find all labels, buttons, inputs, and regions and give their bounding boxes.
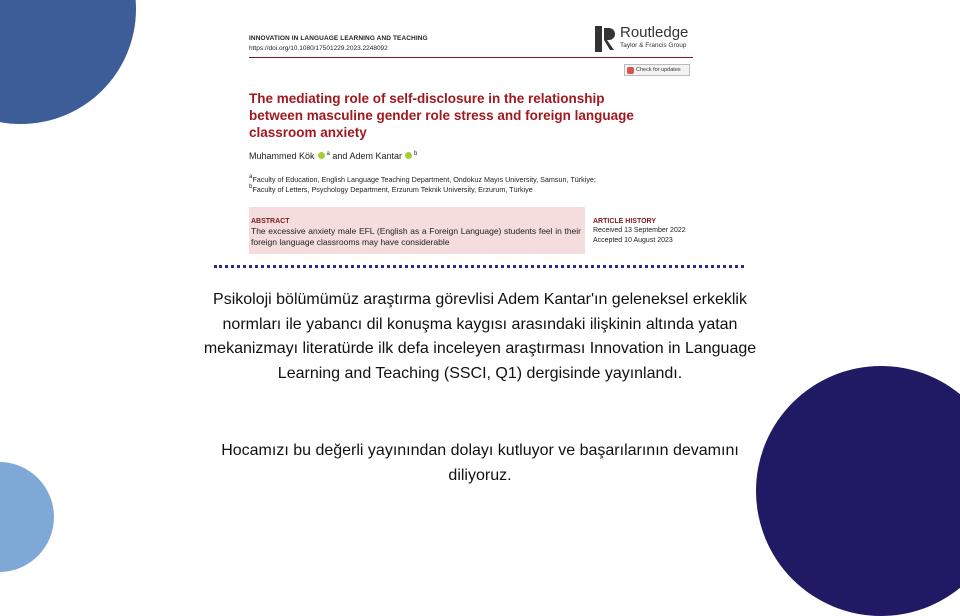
- affiliation-2-text: Faculty of Letters, Psychology Department, Erzurum Teknik University, Erzurum, Türkiye: [252, 185, 533, 194]
- paper-authors: [249, 151, 417, 161]
- affiliation-2-mark: b: [249, 184, 253, 190]
- affiliation-2: [249, 184, 533, 194]
- orcid-icon: [318, 152, 325, 159]
- affiliation-1-text: Faculty of Education, English Language Teaching Department, Ondokuz Mayıs University, Samsun, Türkiye;: [252, 175, 596, 184]
- paper-title: The mediating role of self-disclosure in the relationship between masculine gender role stress and foreign language classroom anxiety: [249, 91, 634, 140]
- announcement-paragraph-2: Hocamızı bu değerli yayınından dolayı kutluyor ve başarılarının devamını diliyoruz.: [221, 442, 739, 484]
- check-for-updates-button: [624, 64, 690, 76]
- check-updates-label: Check for updates: [636, 67, 681, 73]
- accepted-date: Accepted 10 August 2023: [593, 237, 673, 244]
- affiliation-1: [249, 174, 596, 184]
- affiliation-1-mark: a: [249, 174, 253, 180]
- update-icon: [627, 67, 634, 74]
- article-history-heading: ARTICLE HISTORY: [593, 218, 657, 225]
- header-rule: [249, 57, 693, 58]
- received-date: Received 13 September 2022: [593, 227, 686, 234]
- orcid-icon: [405, 152, 412, 159]
- abstract-heading: ABSTRACT: [251, 218, 290, 225]
- routledge-logo-icon: [595, 26, 615, 52]
- dotted-divider: [214, 265, 744, 268]
- announcement-paragraph-1: Psikoloji bölümümüz araştırma görevlisi Adem Kantar'ın geleneksel erkeklik normları ile yabancı dil konuşma kaygısı arasındaki ilişkinin altında yatan mekanizmayı literatürde ilk defa inceleyen araştırması Innovation in Language Learning and Teaching (SSCI, Q1) dergisinde yayınlandı.: [203, 291, 757, 382]
- doi-link: https://doi.org/10.1080/17501229.2023.2248092: [249, 45, 388, 52]
- author-2-affiliation-mark: b: [413, 151, 418, 157]
- abstract-text: The excessive anxiety male EFL (English as a Foreign Language) students feel in their foreign language classrooms may have considerable: [251, 226, 581, 247]
- author-conjunction: and: [332, 151, 348, 161]
- author-1: Muhammed Kök: [249, 151, 315, 161]
- journal-name: INNOVATION IN LANGUAGE LEARNING AND TEACHING: [249, 35, 428, 42]
- paper-screenshot: [237, 18, 705, 254]
- publisher-name: Routledge: [620, 24, 689, 41]
- decorative-circle-bottom-right: [756, 366, 960, 616]
- author-1-affiliation-mark: a: [326, 151, 330, 157]
- publisher-subtitle: Taylor & Francis Group: [620, 42, 687, 49]
- decorative-circle-top-left: [0, 0, 136, 124]
- decorative-circle-bottom-left: [0, 462, 54, 572]
- author-2: Adem Kantar: [349, 151, 402, 161]
